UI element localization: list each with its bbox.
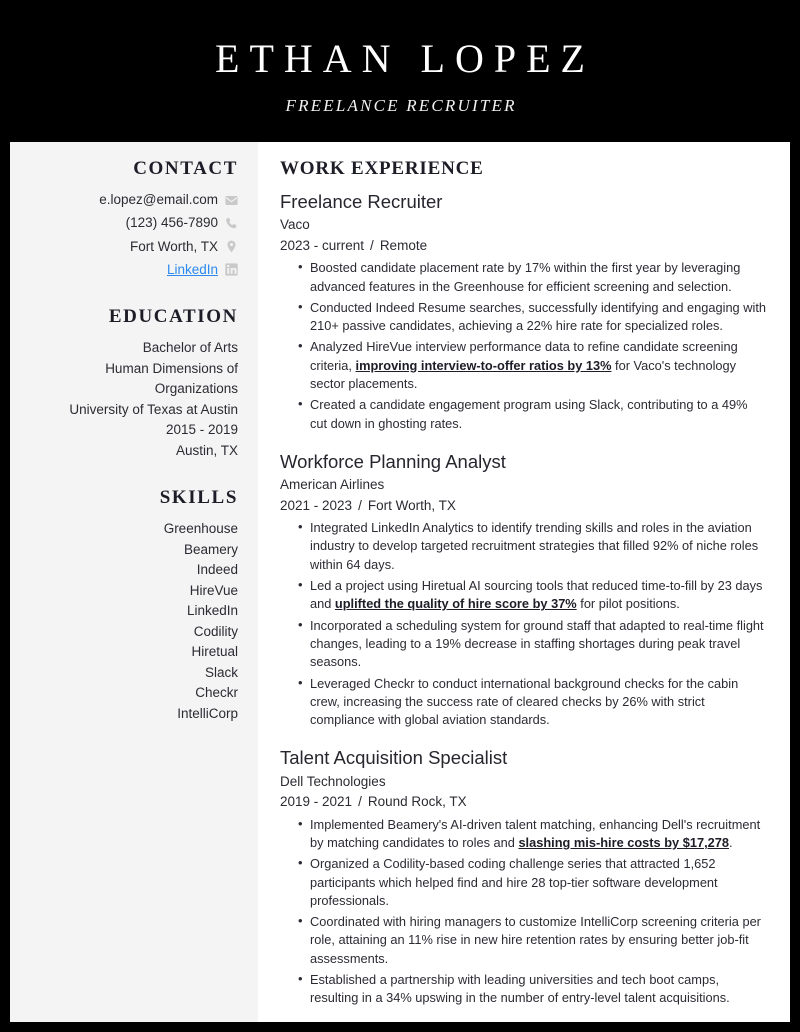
job-company: Dell Technologies	[280, 773, 386, 789]
contact-heading: CONTACT	[133, 158, 238, 179]
skill-item: HireVue	[189, 582, 238, 598]
envelope-icon	[225, 194, 238, 207]
bullet-text: Leveraged Checkr to conduct international background checks for the cabin crew, increasing the success rate of cleared checks by 26% with strict compliance with global aviation standards.	[310, 675, 739, 728]
linkedin-link[interactable]: LinkedIn	[166, 261, 218, 277]
job-bullet	[298, 855, 766, 910]
work-experience-heading: WORK EXPERIENCE	[280, 158, 484, 179]
work-experience-list	[280, 190, 766, 1008]
job-location: Remote	[379, 237, 428, 253]
education-line: Organizations	[154, 381, 238, 397]
contact-value: e.lopez@email.com	[99, 192, 218, 207]
bullet-highlight: slashing mis-hire costs by $17,278	[518, 834, 729, 850]
skill-item: Greenhouse	[163, 521, 238, 537]
job-meta-separator: /	[358, 497, 362, 513]
skill-item: LinkedIn	[186, 603, 238, 619]
sidebar	[10, 142, 258, 1022]
job-bullet	[298, 577, 766, 614]
bullet-text: Analyzed HireVue interview performance data to refine candidate screening criteria,	[310, 339, 738, 373]
main-column	[258, 142, 790, 1022]
job-bullet	[298, 259, 766, 296]
bullet-text: Led a project using Hiretual AI sourcing tools that reduced time-to-fill by 23 days and	[310, 578, 763, 612]
contact-list	[24, 190, 238, 280]
job-company: Vaco	[280, 217, 310, 233]
job-bullet	[298, 816, 766, 853]
job-dates: 2021 - 2023	[280, 497, 353, 513]
job-entry	[280, 746, 766, 1007]
education-line: Human Dimensions of	[105, 360, 238, 376]
skill-item: Beamery	[183, 541, 238, 557]
skill-item: Indeed	[196, 562, 238, 578]
bullet-text: Established a partnership with leading universities and tech boot camps, resulting in a 34% upswing in the number of entry-level talent acquisitions.	[310, 972, 730, 1006]
job-bullet	[298, 299, 766, 336]
skills-heading: SKILLS	[159, 487, 238, 509]
job-company: American Airlines	[280, 477, 385, 493]
skills-section	[24, 487, 238, 724]
job-bullet	[298, 675, 766, 730]
resume-sheet	[10, 10, 790, 1022]
job-location: Fort Worth, TX	[367, 497, 456, 513]
education-line: Austin, TX	[175, 442, 238, 458]
bullet-text: Coordinated with hiring managers to customize IntelliCorp screening criteria per role, attaining an 11% rise in new hire retention rates by ensuring better job-fit assessments.	[310, 914, 761, 966]
bullet-text: Incorporated a scheduling system for ground staff that adapted to real-time flight changes, leading to a 19% decrease in staffing shortages during peak travel seasons.	[310, 617, 764, 670]
contact-section	[24, 158, 238, 280]
skill-item: Codility	[193, 623, 238, 639]
education-line: 2015 - 2019	[165, 422, 238, 438]
contact-item[interactable]	[24, 260, 238, 280]
job-entry	[280, 190, 766, 433]
job-bullet-list	[280, 519, 766, 729]
phone-icon	[225, 217, 238, 230]
skill-item: IntelliCorp	[177, 705, 238, 721]
job-entry	[280, 450, 766, 730]
job-meta	[280, 496, 766, 516]
bullet-highlight: uplifted the quality of hire score by 37%	[334, 596, 577, 612]
job-bullet	[298, 971, 766, 1008]
job-location: Round Rock, TX	[367, 794, 467, 810]
job-bullet	[298, 338, 766, 393]
skill-item: Checkr	[195, 685, 238, 701]
education-line: Bachelor of Arts	[142, 340, 238, 355]
job-bullet	[298, 519, 766, 574]
skill-item: Hiretual	[191, 644, 238, 660]
job-title: Talent Acquisition Specialist	[280, 747, 508, 769]
candidate-name: ETHAN LOPEZ	[215, 36, 595, 81]
skills-list	[24, 519, 238, 724]
bullet-text: Integrated LinkedIn Analytics to identify trending skills and roles in the aviation industry to develop targeted recruitment strategies that filled 92% of niche roles within 64 days.	[310, 520, 759, 572]
job-bullet	[298, 913, 766, 968]
job-dates: 2023 - current	[280, 237, 365, 253]
job-bullet	[298, 617, 766, 672]
job-bullet	[298, 396, 766, 433]
bullet-text: Conducted Indeed Resume searches, successfully identifying and engaging with 210+ passive candidates, achieving a 22% hire rate for specialized roles.	[310, 299, 766, 334]
contact-item	[24, 190, 238, 210]
education-section	[24, 306, 238, 461]
job-bullet-list	[280, 816, 766, 1008]
bullet-text: Created a candidate engagement program using Slack, contributing to a 49% cut down in ghosting rates.	[310, 397, 748, 431]
contact-value: (123) 456-7890	[125, 215, 218, 231]
job-meta-separator: /	[358, 794, 362, 810]
bullet-highlight: improving interview-to-offer ratios by 13%	[355, 357, 612, 373]
bullet-text: Implemented Beamery's AI-driven talent matching, enhancing Dell's recruitment by matching candidates to roles and	[310, 816, 761, 850]
job-title: Freelance Recruiter	[280, 191, 443, 212]
job-meta	[280, 236, 766, 256]
candidate-job-title: FREELANCE RECRUITER	[285, 96, 517, 115]
resume-header	[10, 10, 790, 142]
education-heading: EDUCATION	[108, 306, 238, 327]
contact-item	[24, 213, 238, 233]
education-line: University of Texas at Austin	[69, 401, 238, 417]
job-bullet-list	[280, 259, 766, 433]
bullet-text: Organized a Codility-based coding challenge series that attracted 1,652 participants which helped find and hire 28 top-tier software development professionals.	[310, 856, 718, 908]
bullet-text: for pilot positions.	[576, 596, 680, 612]
job-meta	[280, 792, 766, 812]
skill-item: Slack	[204, 664, 238, 680]
contact-value: Fort Worth, TX	[129, 238, 218, 254]
location-pin-icon	[225, 240, 238, 253]
job-title: Workforce Planning Analyst	[280, 450, 506, 472]
linkedin-icon	[225, 263, 238, 276]
resume-body	[10, 142, 790, 1022]
education-details	[24, 338, 238, 461]
contact-item	[24, 237, 238, 257]
job-meta-separator: /	[370, 237, 374, 253]
bullet-text: Boosted candidate placement rate by 17% within the first year by leveraging advanced features in the Greenhouse for efficient screening and selection.	[310, 260, 741, 294]
job-dates: 2019 - 2021	[280, 794, 353, 810]
bullet-text: .	[728, 834, 733, 850]
bullet-text: for Vaco's technology sector placements.	[310, 357, 737, 392]
